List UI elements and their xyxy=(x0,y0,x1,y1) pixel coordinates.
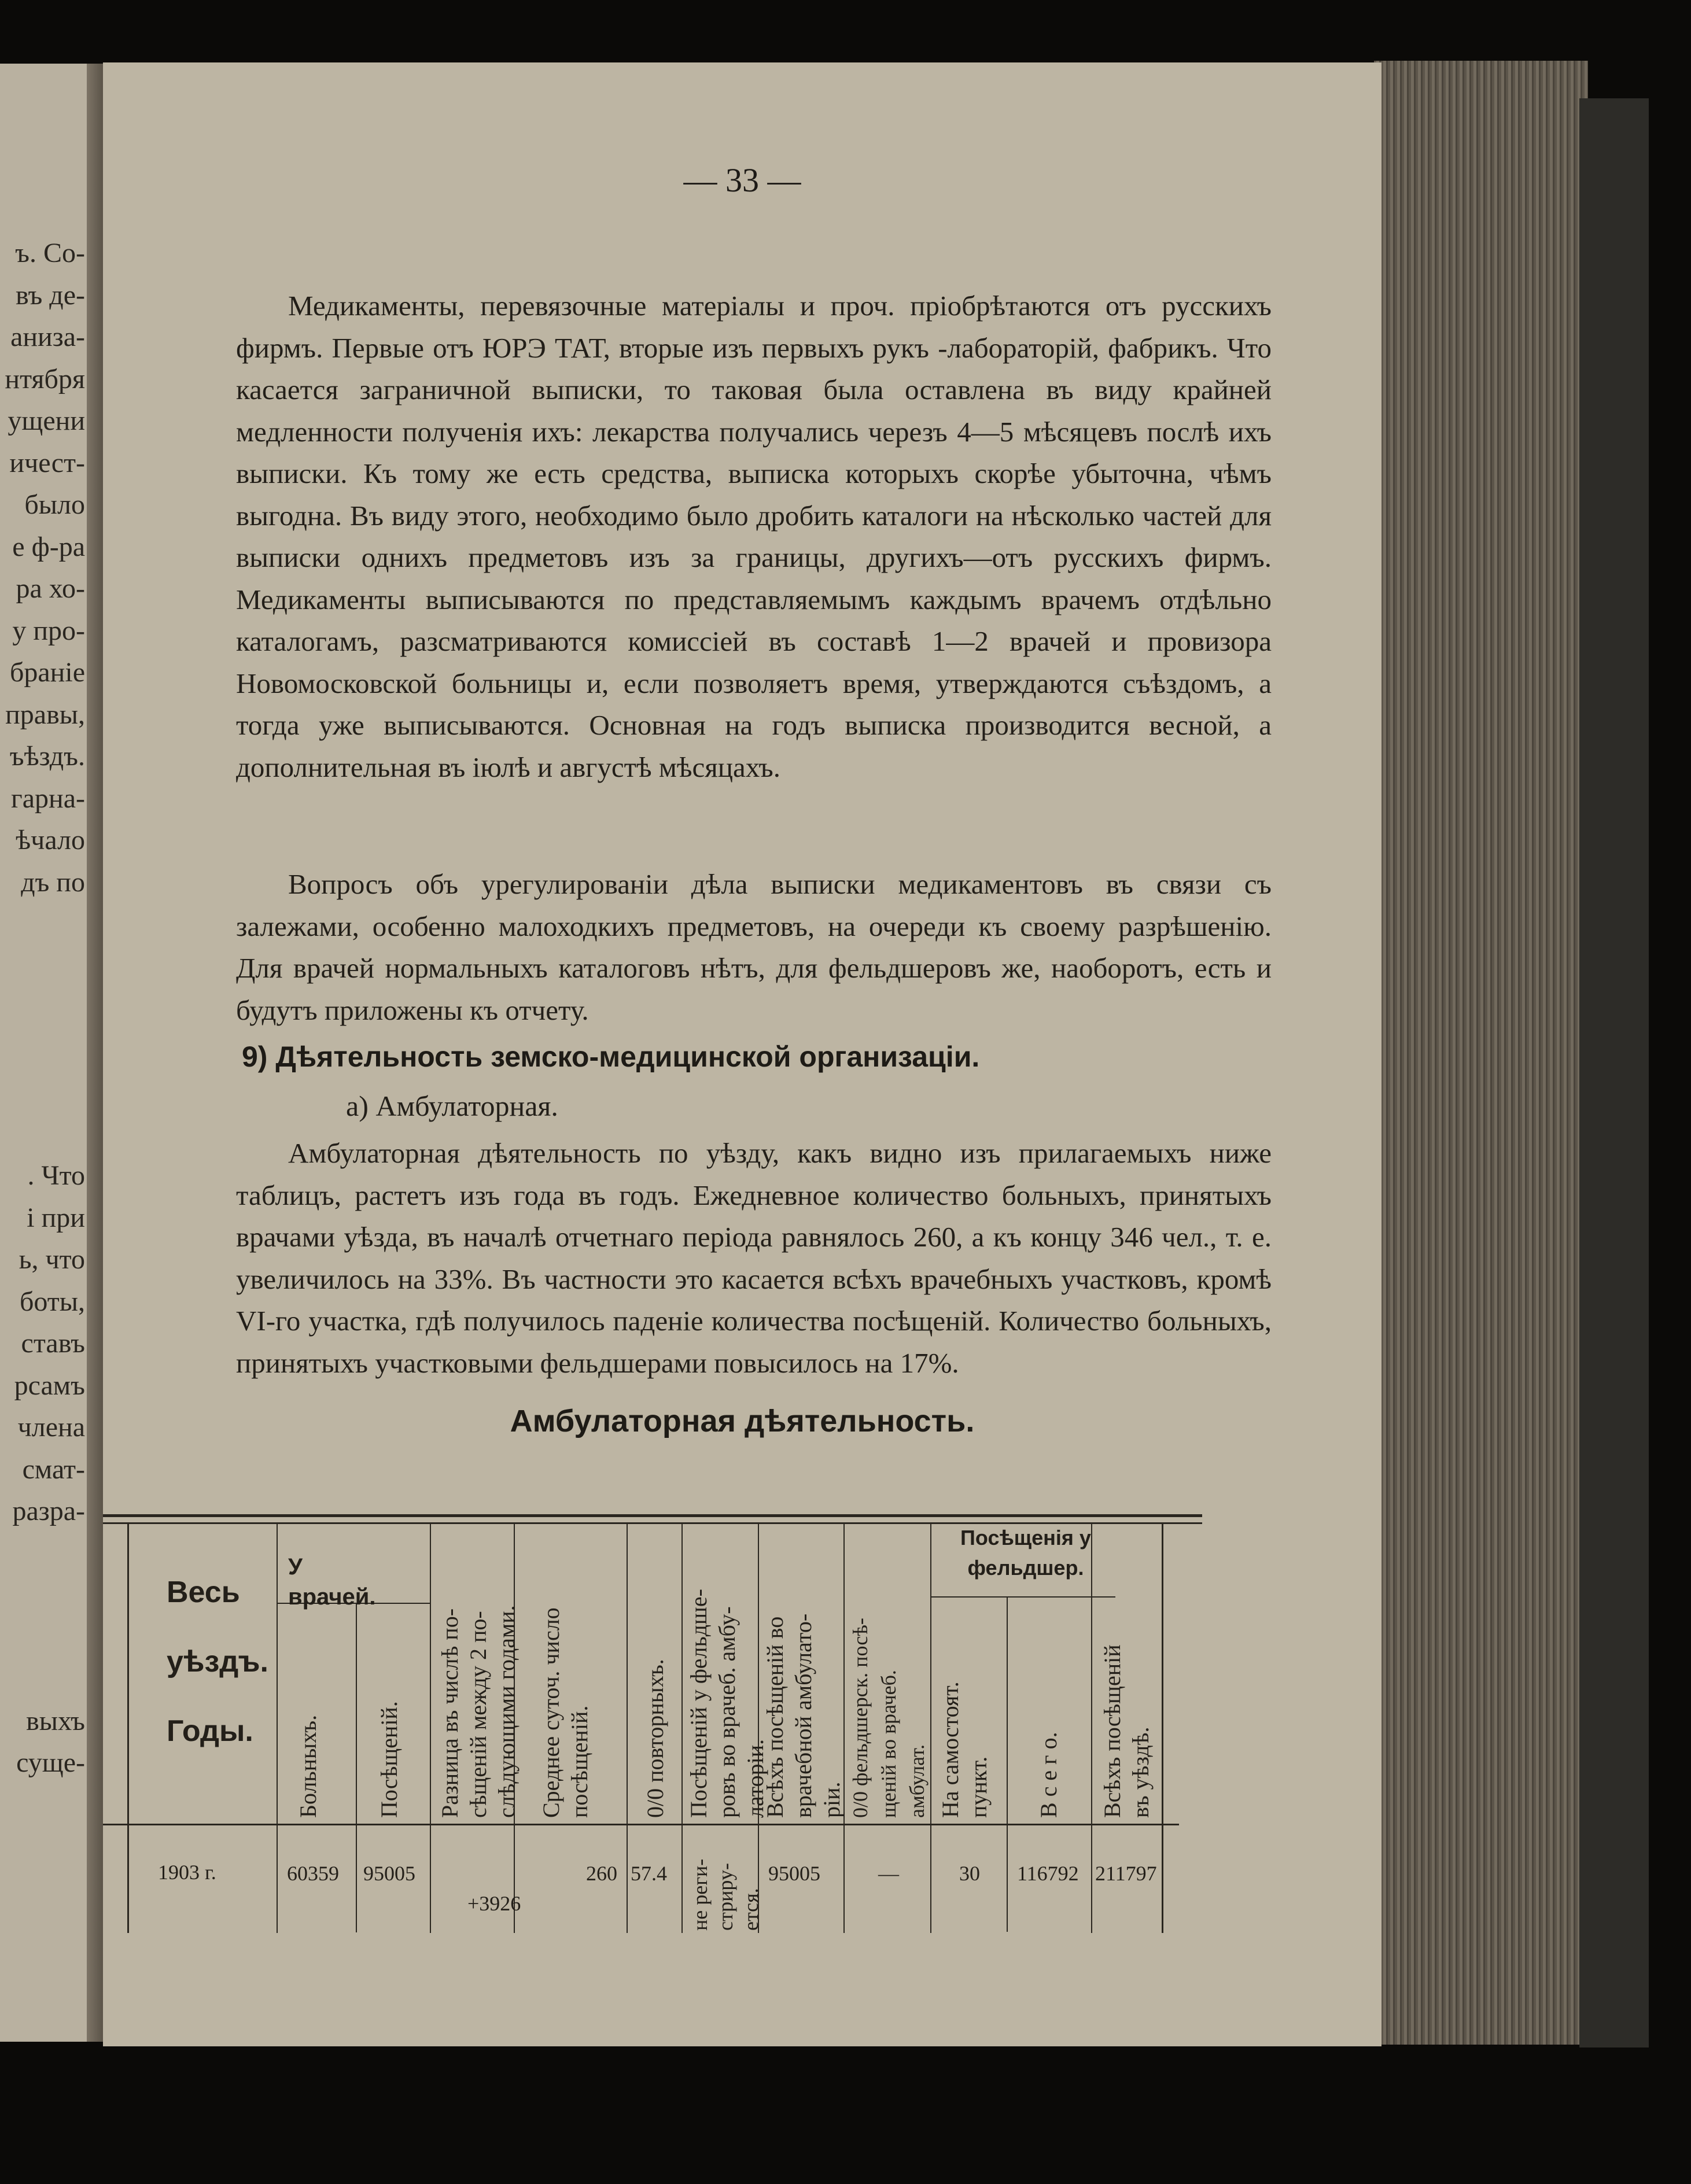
col-total-amb-header: Всѣхъ посѣщеній во врачебной амбулато- ріи. xyxy=(762,1613,845,1818)
corner-header: Весь уѣздъ. Годы. xyxy=(167,1576,268,1748)
cell-pct-feld: — xyxy=(878,1862,899,1885)
paragraph-medicines: Медикаменты, перевязочные матеріалы и проч. пріобрѣтаются отъ русскихъ фирмъ. Первые отъ ЮРЭ ТАТ, вторые изъ первыхъ рукъ -лабораторій, фабрикъ. Что касается заграничной выписки, то таковая была оставлена въ виду крайней медленности полученія ихъ: лекарства получались черезъ 4—5 мѣсяцевъ послѣ ихъ выписки. Къ тому же есть средства, выписка которыхъ скорѣе убыточна, чѣмъ выгодна. Въ виду этого, необходимо было дробить каталоги на нѣсколько частей для выписки однихъ предметовъ изъ за границы, другихъ—отъ русскихъ фирмъ. Медикаменты выписываются по представляемымъ каждымъ врачемъ отдѣльно каталогамъ, разсматриваются комиссіей въ составѣ 1—2 врачей и провизора Новомосковской больницы и, если позволяетъ время, утверждаются съѣздомъ, а тогда уже выписываются. Основная на годъ выписка производится весной, а дополнительная въ іюлѣ и августѣ мѣсяцахъ. xyxy=(236,290,1272,783)
left-page-fragment: у про- xyxy=(12,615,85,646)
left-page-fragment: ущени xyxy=(8,405,85,436)
col-diff-header: Разница въ числѣ по- сѣщеній между 2 по- слѣдующими годами. xyxy=(437,1605,520,1818)
left-page-fragment: было xyxy=(24,489,85,520)
col-all-header: В с е г о. xyxy=(1036,1732,1062,1818)
left-page-fragment: дъ по xyxy=(21,866,85,898)
left-page-fragment: въ де- xyxy=(16,279,85,311)
cell-daily: 260 xyxy=(586,1862,617,1885)
book-page-edges xyxy=(1374,61,1588,2045)
cell-feld-visits: не реги- стриру- ется. xyxy=(688,1858,762,1931)
left-page-fragment: суще- xyxy=(16,1747,85,1778)
left-page-fragment: выхъ xyxy=(26,1705,85,1736)
left-page-fragment: ставъ xyxy=(21,1328,85,1359)
group-feldsher-header: Посѣщенія у фельдшер. xyxy=(960,1526,1091,1580)
left-page-fragment: разра- xyxy=(12,1496,85,1526)
col-pct-feld-header: 0/0 фельдшерск. посѣ- щеній во врачеб. амбулат. xyxy=(849,1618,929,1818)
left-page-fragment: е ф-ра xyxy=(12,531,85,562)
paragraph-ambulatory: Амбулаторная дѣятельность по уѣзду, какъ видно изъ прилагаемыхъ ниже таблицъ, растетъ изъ года въ годъ. Ежедневное количество больныхъ, принятыхъ врачами уѣзда, въ началѣ отчетнаго періода равнялось 260, а къ концу 346 чел., т. е. увеличилось на 33%. Въ частности это касается всѣхъ врачебныхъ участковъ, кромѣ VI-го участка, гдѣ получилось паденіе количества посѣщеній. Количество больныхъ, принятыхъ участковыми фельдшерами повысилось на 17%. xyxy=(236,1137,1272,1379)
left-page-fragment: браніе xyxy=(9,657,85,688)
col-daily-header: Среднее суточ. число посѣщеній. xyxy=(538,1607,592,1818)
subsection-heading: а) Амбулаторная. xyxy=(346,1090,558,1122)
page xyxy=(103,62,1381,2046)
left-page-fragment: рсамъ xyxy=(14,1370,85,1401)
book-cover xyxy=(1579,98,1649,2048)
left-page-fragment: ѣчало xyxy=(16,825,85,855)
table-title: Амбулаторная дѣятельность. xyxy=(510,1404,975,1438)
left-page-fragment: ъ. Со- xyxy=(15,238,85,268)
left-page-fragment: смат- xyxy=(22,1453,85,1485)
cell-total-amb: 95005 xyxy=(768,1862,820,1885)
col-independent-header: На самостоят. пункт. xyxy=(937,1681,992,1818)
cell-independent: 30 xyxy=(959,1862,980,1885)
cell-year: 1903 г. xyxy=(158,1861,216,1884)
page-number: — 33 — xyxy=(683,161,801,199)
cell-diff: +3926 xyxy=(467,1892,521,1915)
left-page-fragment: ичест- xyxy=(9,447,85,478)
col-patients-header: Больныхъ. xyxy=(295,1714,321,1818)
left-page-fragment: правы, xyxy=(5,699,85,730)
cell-visits: 95005 xyxy=(363,1862,415,1885)
left-page-fragment: гарна- xyxy=(11,783,85,814)
paragraph-question: Вопросъ объ урегулированіи дѣла выписки медикаментовъ въ связи съ залежами, особенно малоходкихъ предметовъ, на очереди къ своему разрѣшенію. Для врачей нормальныхъ каталоговъ нѣтъ, для фельдшеровъ же, наоборотъ, есть и будутъ приложены къ отчету. xyxy=(236,868,1272,1026)
cell-patients: 60359 xyxy=(287,1862,339,1885)
col-repeat-header: 0/0 повторныхъ. xyxy=(642,1659,668,1818)
cell-repeat: 57.4 xyxy=(631,1862,667,1885)
left-page-fragment: і при xyxy=(27,1202,85,1233)
cell-all: 116792 xyxy=(1017,1862,1079,1885)
left-page-fragment: члена xyxy=(17,1412,85,1443)
left-page-fragment: . Что xyxy=(27,1160,85,1191)
col-district-header: Всѣхъ посѣщеній въ уѣздѣ. xyxy=(1099,1644,1154,1818)
left-page-fragment: ь, что xyxy=(19,1244,85,1275)
col-feld-visits-header: Посѣщеній у фельдше- ровъ во врачеб. амбу- латоріи. xyxy=(686,1589,768,1818)
left-page-fragment: нтября xyxy=(5,363,85,394)
left-page-fragment: ъѣздъ. xyxy=(9,741,85,772)
left-page-fragment: аниза- xyxy=(10,322,85,352)
left-page-fragment: боты, xyxy=(19,1286,85,1317)
group-doctors-header: У врачей. xyxy=(288,1554,376,1610)
col-visits-header: Посѣщеній. xyxy=(376,1701,402,1818)
section-heading: 9) Дѣятельность земско-медицинской организаціи. xyxy=(242,1041,980,1073)
left-page-fragment: ра хо- xyxy=(16,573,85,604)
cell-district: 211797 xyxy=(1095,1862,1157,1885)
